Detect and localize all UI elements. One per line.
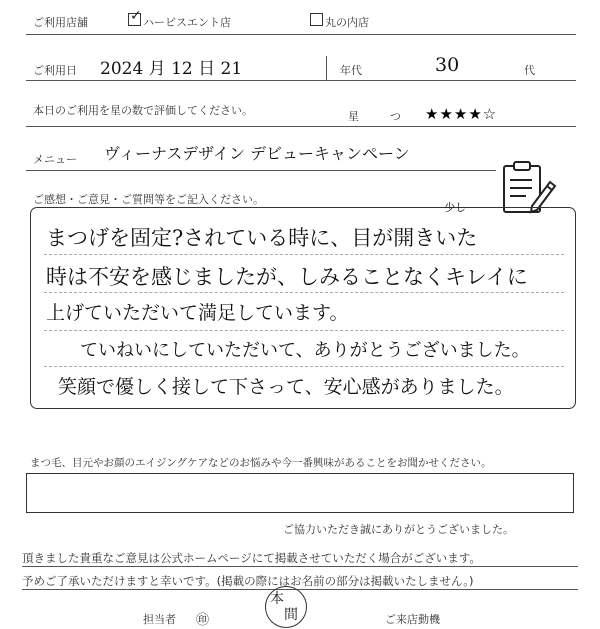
comment-annotation: 少し	[444, 201, 466, 214]
comment-line-3: 上げていただいて満足しています。	[46, 302, 349, 324]
divider	[26, 80, 576, 81]
staff-label: 担当者	[143, 613, 176, 626]
comment-line-1: まつげを固定?されている時に、目が開きいた	[46, 226, 478, 250]
divider	[22, 589, 578, 590]
ruled-line	[44, 254, 564, 255]
interest-input[interactable]	[26, 473, 574, 513]
motive-label: ご来店動機	[385, 613, 440, 626]
menu-value[interactable]: ヴィーナスデザイン デビューキャンペーン	[104, 144, 410, 163]
thanks-text: ご協力いただき誠にありがとうございました。	[283, 523, 514, 536]
menu-label: メニュー	[33, 153, 77, 166]
divider	[22, 566, 578, 567]
ruled-line	[44, 330, 564, 331]
staff-seal	[265, 586, 307, 628]
comment-line-4: ていねいにしていただいて、ありがとうございました。	[80, 340, 530, 361]
rating-unit: つ	[390, 110, 401, 123]
age-unit: 代	[524, 64, 535, 77]
seal-char-2: 間	[284, 607, 298, 623]
divider	[26, 126, 576, 127]
seal-mark-icon: ㊞	[196, 613, 210, 628]
checkmark-icon: ✓	[130, 8, 142, 24]
store-checkbox-marunouchi[interactable]	[310, 13, 323, 26]
date-value[interactable]: 2024 月 12 日 21	[100, 59, 243, 79]
ruled-line	[44, 292, 564, 293]
comment-line-5: 笑顔で優しく接して下さって、安心感がありました。	[58, 376, 514, 398]
notice-line-2: 予めご了承いただけますと幸いです。(掲載の際にはお名前の部分は掲載いたしません。)	[22, 574, 474, 588]
interest-prompt: まつ毛、目元やお顔のエイジングケアなどのお悩みや今一番興味があることをお聞かせください。	[30, 457, 492, 469]
date-label: ご利用日	[33, 64, 77, 77]
rating-label: 星	[348, 110, 359, 123]
age-label: 年代	[340, 64, 362, 77]
comment-line-2: 時は不安を感じましたが、しみることなくキレイに	[46, 265, 528, 289]
store-checkbox-harbis[interactable]	[128, 8, 142, 26]
rating-question: 本日のご利用を星の数で評価してください。	[33, 104, 253, 117]
store-label: ご利用店舗	[33, 16, 88, 29]
divider	[26, 34, 576, 35]
notice-line-1: 頂きました貴重なご意見は公式ホームページにて掲載させていただく場合がございます。	[22, 551, 481, 565]
column-divider	[326, 56, 327, 80]
store-option-marunouchi: 丸の内店	[325, 16, 369, 29]
age-value[interactable]: 30	[435, 54, 460, 76]
rating-stars[interactable]: ★★★★☆	[425, 105, 498, 123]
ruled-line	[44, 366, 564, 367]
store-option-harbis: ハービスエント店	[143, 16, 231, 29]
divider	[26, 170, 496, 171]
comments-prompt: ご感想・ご意見・ご質問等をご記入ください。	[33, 193, 264, 206]
seal-char-1: 本	[270, 591, 284, 607]
